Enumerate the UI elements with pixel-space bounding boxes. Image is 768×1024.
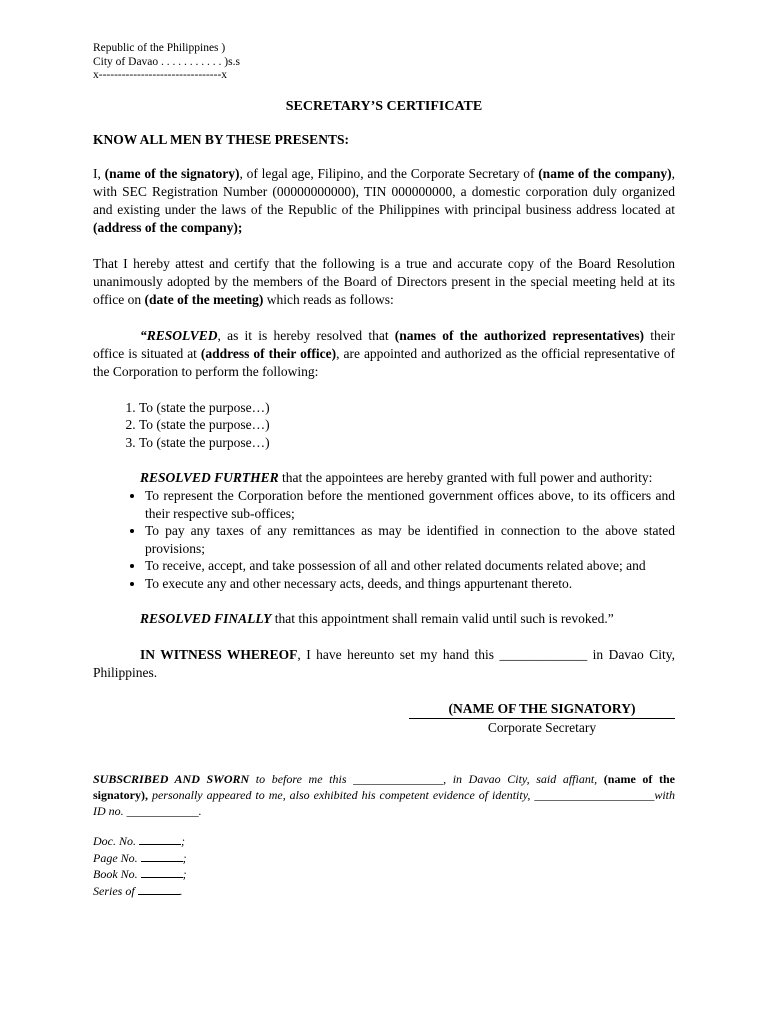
authority-list <box>93 487 675 592</box>
jurat-paragraph <box>93 771 675 819</box>
page-no-label: Page No. <box>93 850 138 865</box>
punctuation: ; <box>182 850 187 865</box>
doc-no-label: Doc. No. <box>93 834 136 848</box>
book-no-blank <box>141 866 183 878</box>
resolved-finally-paragraph <box>93 610 675 628</box>
text: , of legal age, Filipino, and the Corporate Secretary of <box>239 165 539 181</box>
document-title: SECRETARY’S CERTIFICATE <box>285 98 483 114</box>
punctuation: ; <box>182 867 187 881</box>
attestation-paragraph <box>93 255 675 309</box>
book-no-line <box>93 866 675 883</box>
page-no-line <box>93 850 675 867</box>
purpose-item: 1. To (state the purpose…) <box>139 399 675 417</box>
authority-item: • To represent the Corporation before the mentioned government offices above, to its officers and their respective sub-offices; <box>145 487 675 522</box>
text: to before me this _______________, in Davao City, said affiant, <box>249 772 604 786</box>
page-no-blank <box>141 850 183 862</box>
purpose-item: 3. To (state the purpose…) <box>139 434 675 452</box>
authority-item: • To pay any taxes of any remittances as may be identified in connection to the above stated provisions; <box>145 522 675 557</box>
resolved-further-paragraph <box>93 469 675 487</box>
purpose-list <box>93 399 675 452</box>
punctuation: ; <box>181 834 185 848</box>
resolved-paragraph <box>93 327 675 381</box>
document-body <box>93 42 675 899</box>
book-no-label: Book No. <box>93 867 138 881</box>
doc-no-blank <box>139 833 181 845</box>
know-all-heading: KNOW ALL MEN BY THESE PRESENTS: <box>93 131 349 147</box>
certification-paragraph <box>93 165 675 237</box>
text: That I hereby attest and certify that the following is a true and accurate copy of the Board Resolution unanimously adopted by the members of the Board of Directors present in the special meeting held at its office on <box>93 255 675 307</box>
purpose-item: 2. To (state the purpose…) <box>139 416 675 434</box>
signature-block <box>409 700 675 737</box>
text: that this appointment shall remain valid until such is revoked.” <box>271 611 614 626</box>
affiant-placeholder: (name of the signatory), <box>93 772 675 802</box>
text: , I have hereunto set my hand this _____________ in Davao City, Philippines. <box>93 647 675 680</box>
text: their office is situated at <box>93 327 675 361</box>
company-address-placeholder: (address of the company); <box>93 219 243 235</box>
venue-block <box>93 42 675 83</box>
authority-item: • To execute any and other necessary acts, deeds, and things appurtenant thereto. <box>145 575 675 593</box>
text: which reads as follows: <box>263 291 394 307</box>
resolved-further-keyword: RESOLVED FURTHER <box>140 470 279 485</box>
authority-item: • To receive, accept, and take possession of all and other related documents related above; and <box>145 557 675 575</box>
witness-keyword: IN WITNESS WHEREOF <box>140 647 298 662</box>
representatives-placeholder: (names of the authorized representatives) <box>394 327 645 343</box>
series-label: Series of <box>93 883 135 898</box>
text: personally appeared to me, also exhibited his competent evidence of identity, ____________________with ID no. ____________. <box>93 788 675 818</box>
meeting-date-placeholder: (date of the meeting) <box>144 291 264 307</box>
subscribed-sworn-keyword: SUBSCRIBED AND SWORN <box>93 772 250 786</box>
resolved-keyword: “RESOLVED <box>140 327 218 343</box>
doc-no-line <box>93 833 675 850</box>
venue-line-1: Republic of the Philippines ) <box>93 42 226 54</box>
text: , with SEC Registration Number (00000000000), TIN 000000000, a domestic corporation duly organized and existing under the laws of the Republic of the Philippines with principal business address located at <box>93 165 676 217</box>
signatory-placeholder: (name of the signatory) <box>104 165 240 181</box>
office-address-placeholder: (address of their office) <box>200 345 337 361</box>
text: , are appointed and authorized as the official representative of the Corporation to perform the following: <box>93 345 675 379</box>
notarial-register <box>93 833 675 899</box>
signatory-position: Corporate Secretary <box>487 720 597 735</box>
venue-line-3: x--------------------------------x <box>93 69 228 81</box>
signatory-name: (NAME OF THE SIGNATORY) <box>409 700 675 719</box>
series-line <box>93 883 675 900</box>
series-blank <box>138 883 180 895</box>
company-placeholder: (name of the company) <box>538 165 672 181</box>
venue-line-2: City of Davao . . . . . . . . . . . )s.s <box>93 55 240 68</box>
text: I, <box>93 165 105 181</box>
witness-paragraph <box>93 646 675 682</box>
text: that the appointees are hereby granted with full power and authority: <box>278 470 653 485</box>
text: , as it is hereby resolved that <box>217 327 395 343</box>
resolved-finally-keyword: RESOLVED FINALLY <box>140 611 272 626</box>
punctuation: . <box>179 883 183 898</box>
